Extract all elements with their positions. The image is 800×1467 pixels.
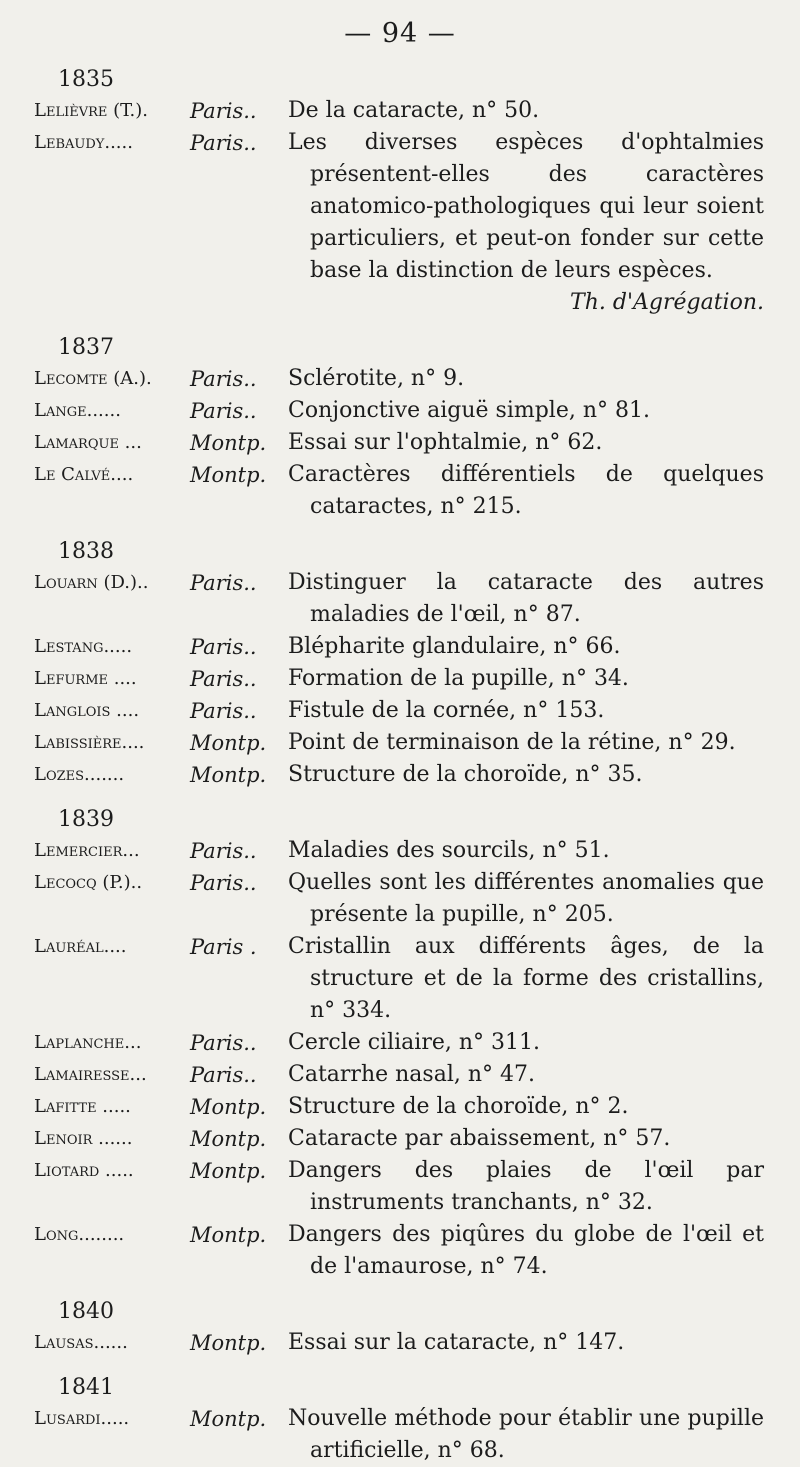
city-name: Montp.	[190, 1127, 267, 1151]
thesis-title-text: Dangers des piqûres du globe de l'œil et de l'amaurose, n° 74.	[288, 1222, 764, 1279]
thesis-title-text: Structure de la choroïde, n° 2.	[288, 1094, 629, 1119]
year-heading: 1838	[58, 539, 114, 564]
thesis-title-text: Cristallin aux différents âges, de la structure et de la forme des cristallins, n° 334.	[288, 934, 764, 1023]
thesis-title-text: Essai sur l'ophtalmie, n° 62.	[288, 430, 603, 455]
thesis-title	[280, 931, 800, 1027]
thesis-title	[280, 695, 800, 727]
city-name: Paris..	[190, 131, 257, 155]
author-name: Long........	[34, 1224, 125, 1245]
author-name: Labissière....	[34, 732, 145, 753]
thesis-title-text: Sclérotite, n° 9.	[288, 366, 465, 391]
thesis-title	[280, 1155, 800, 1219]
author-name: Lestang.....	[34, 636, 133, 657]
thesis-title	[280, 1091, 800, 1123]
city-name: Montp.	[190, 763, 267, 787]
thesis-title-text: Dangers des plaies de l'œil par instruments tranchants, n° 32.	[288, 1158, 764, 1215]
city-name: Paris..	[190, 1031, 257, 1055]
thesis-entry	[0, 727, 800, 759]
city-name: Montp.	[190, 1407, 267, 1431]
thesis-list	[0, 65, 800, 1467]
thesis-title	[280, 1027, 800, 1059]
thesis-entry	[0, 1123, 800, 1155]
thesis-title-text: Maladies des sourcils, n° 51.	[288, 838, 610, 863]
city-name: Montp.	[190, 1331, 267, 1355]
thesis-title	[280, 759, 800, 791]
thesis-title	[280, 127, 800, 319]
author-name: Langlois ....	[34, 700, 140, 721]
thesis-entry	[0, 127, 800, 319]
thesis-title-text: Cercle ciliaire, n° 311.	[288, 1030, 540, 1055]
thesis-entry	[0, 1403, 800, 1467]
city-name: Paris..	[190, 399, 257, 423]
thesis-entry	[0, 1155, 800, 1219]
author-name: Laplanche...	[34, 1032, 142, 1053]
author-name: Lausas......	[34, 1332, 128, 1353]
thesis-entry	[0, 759, 800, 791]
thesis-title	[280, 395, 800, 427]
city-name: Montp.	[190, 731, 267, 755]
thesis-title	[280, 1123, 800, 1155]
author-name: Lange......	[34, 400, 121, 421]
thesis-title	[280, 663, 800, 695]
year-heading: 1841	[58, 1375, 114, 1400]
author-name: Lafitte .....	[34, 1096, 131, 1117]
author-name: Lamarque ...	[34, 432, 142, 453]
city-name: Montp.	[190, 1159, 267, 1183]
thesis-title-text: Quelles sont les différentes anomalies que présente la pupille, n° 205.	[288, 870, 764, 927]
thesis-title-text: Conjonctive aiguë simple, n° 81.	[288, 398, 651, 423]
thesis-title-text: Formation de la pupille, n° 34.	[288, 666, 629, 691]
thesis-entry	[0, 1219, 800, 1283]
city-name: Paris..	[190, 367, 257, 391]
city-name: Montp.	[190, 1223, 267, 1247]
thesis-entry	[0, 695, 800, 727]
page-number: — 94 —	[344, 18, 456, 49]
thesis-entry	[0, 1059, 800, 1091]
city-name: Montp.	[190, 1095, 267, 1119]
author-name: Lefurme ....	[34, 668, 137, 689]
thesis-entry	[0, 427, 800, 459]
thesis-title-text: Fistule de la cornée, n° 153.	[288, 698, 605, 723]
thesis-entry	[0, 1091, 800, 1123]
thesis-title-text: Les diverses espèces d'ophtalmies présentent-elles des caractères anatomico-pathologiques qui leur soient particuliers, et peut-on fonder sur cette base la distinction de leurs espèces.	[288, 130, 764, 283]
thesis-title	[280, 1059, 800, 1091]
thesis-title	[280, 835, 800, 867]
thesis-entry	[0, 95, 800, 127]
thesis-title	[280, 567, 800, 631]
thesis-title	[280, 1219, 800, 1283]
thesis-entry	[0, 1327, 800, 1359]
author-name: Lecocq (P.)..	[34, 872, 143, 893]
thesis-title-text: Point de terminaison de la rétine, n° 29.	[288, 730, 736, 755]
thesis-title-text: Essai sur la cataracte, n° 147.	[288, 1330, 625, 1355]
thesis-title-text: Structure de la choroïde, n° 35.	[288, 762, 643, 787]
year-heading: 1837	[58, 335, 114, 360]
city-name: Montp.	[190, 431, 267, 455]
thesis-title-text: Caractères différentiels de quelques cataractes, n° 215.	[288, 462, 764, 519]
thesis-entry	[0, 835, 800, 867]
author-name: Lebaudy.....	[34, 132, 133, 153]
city-name: Paris..	[190, 99, 257, 123]
city-name: Paris..	[190, 571, 257, 595]
author-name: Liotard .....	[34, 1160, 134, 1181]
city-name: Paris..	[190, 635, 257, 659]
author-name: Lauréal....	[34, 936, 127, 957]
thesis-entry	[0, 931, 800, 1027]
thesis-note: Th. d'Agrégation.	[570, 290, 764, 315]
thesis-title-text: De la cataracte, n° 50.	[288, 98, 540, 123]
city-name: Paris..	[190, 667, 257, 691]
thesis-entry	[0, 867, 800, 931]
city-name: Paris..	[190, 1063, 257, 1087]
city-name: Paris .	[190, 935, 257, 959]
author-name: Lusardi.....	[34, 1408, 130, 1429]
author-name: Lemercier...	[34, 840, 140, 861]
author-name: Le Calvé....	[34, 464, 134, 485]
author-name: Lenoir ......	[34, 1128, 133, 1149]
author-name: Lecomte (A.).	[34, 368, 152, 389]
thesis-entry	[0, 567, 800, 631]
thesis-title	[280, 727, 800, 759]
thesis-entry	[0, 459, 800, 523]
thesis-title	[280, 95, 800, 127]
thesis-entry	[0, 663, 800, 695]
thesis-entry	[0, 631, 800, 663]
city-name: Paris..	[190, 871, 257, 895]
thesis-title	[280, 631, 800, 663]
thesis-title	[280, 363, 800, 395]
thesis-entry	[0, 363, 800, 395]
city-name: Montp.	[190, 463, 267, 487]
thesis-title-text: Nouvelle méthode pour établir une pupille artificielle, n° 68.	[288, 1406, 764, 1463]
thesis-title	[280, 1403, 800, 1467]
author-name: Lamairesse...	[34, 1064, 147, 1085]
author-name: Louarn (D.)..	[34, 572, 149, 593]
thesis-title	[280, 1327, 800, 1359]
thesis-title-text: Catarrhe nasal, n° 47.	[288, 1062, 535, 1087]
author-name: Lozes.......	[34, 764, 125, 785]
thesis-title	[280, 867, 800, 931]
author-name: Lelièvre (T.).	[34, 100, 148, 121]
thesis-title	[280, 459, 800, 523]
year-heading: 1839	[58, 807, 114, 832]
thesis-title-text: Distinguer la cataracte des autres maladies de l'œil, n° 87.	[288, 570, 764, 627]
city-name: Paris..	[190, 839, 257, 863]
city-name: Paris..	[190, 699, 257, 723]
thesis-title-text: Cataracte par abaissement, n° 57.	[288, 1126, 671, 1151]
year-heading: 1835	[58, 67, 114, 92]
thesis-title-text: Blépharite glandulaire, n° 66.	[288, 634, 621, 659]
thesis-entry	[0, 395, 800, 427]
thesis-entry	[0, 1027, 800, 1059]
thesis-title	[280, 427, 800, 459]
year-heading: 1840	[58, 1299, 114, 1324]
